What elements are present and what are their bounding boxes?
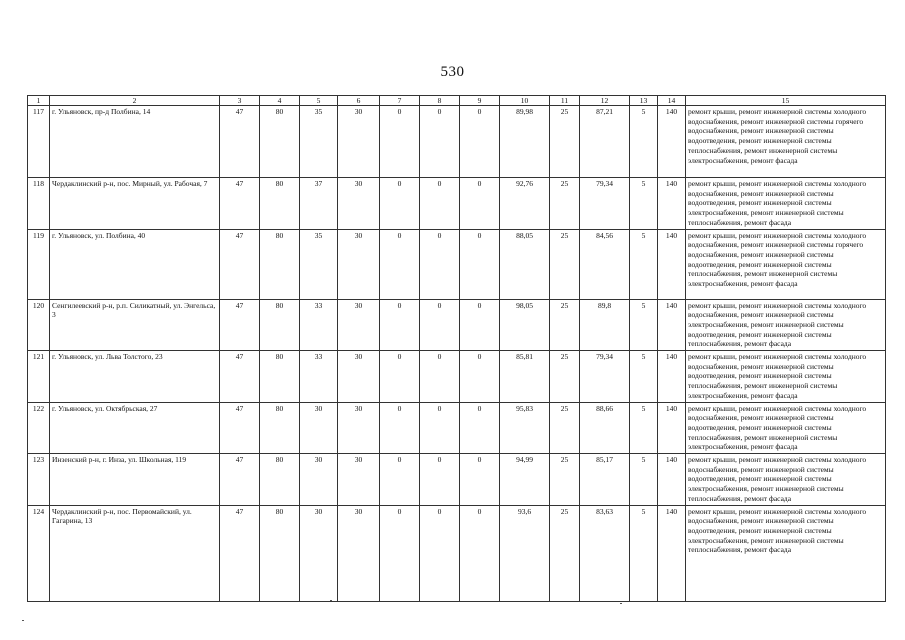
work-types: ремонт крыши, ремонт инженерной системы холодного водоснабжения, ремонт инженерной системы электроснабжения, ремонт инженерной системы водоотведения, ремонт инженерной системы теплоснабжения, ремонт фасада (686, 299, 886, 351)
cell-col9: 0 (460, 351, 500, 403)
cell-col5: 37 (300, 178, 338, 230)
cell-col9: 0 (460, 505, 500, 601)
cell-col13: 5 (630, 454, 658, 506)
table-row (28, 229, 886, 299)
cell-col7: 0 (380, 402, 420, 454)
cell-col11: 25 (550, 178, 580, 230)
cell-col8: 0 (420, 402, 460, 454)
cell-col4: 80 (260, 106, 300, 178)
row-index: 123 (28, 454, 50, 506)
cell-col4: 80 (260, 454, 300, 506)
cell-col11: 25 (550, 229, 580, 299)
cell-col7: 0 (380, 351, 420, 403)
column-header: 6 (338, 96, 380, 106)
cell-col11: 25 (550, 351, 580, 403)
column-header: 12 (580, 96, 630, 106)
cell-col7: 0 (380, 454, 420, 506)
column-header: 11 (550, 96, 580, 106)
cell-col14: 140 (658, 351, 686, 403)
row-index: 119 (28, 229, 50, 299)
column-header-row (28, 96, 886, 106)
cell-col9: 0 (460, 299, 500, 351)
cell-col8: 0 (420, 229, 460, 299)
cell-col6: 30 (338, 402, 380, 454)
cell-col6: 30 (338, 299, 380, 351)
cell-col8: 0 (420, 299, 460, 351)
cell-col3: 47 (220, 454, 260, 506)
column-header: 2 (50, 96, 220, 106)
cell-col9: 0 (460, 454, 500, 506)
row-index: 120 (28, 299, 50, 351)
cell-col12: 87,21 (580, 106, 630, 178)
cell-col5: 30 (300, 402, 338, 454)
cell-col6: 30 (338, 229, 380, 299)
work-types: ремонт крыши, ремонт инженерной системы холодного водоснабжения, ремонт инженерной системы водоотведения, ремонт инженерной системы теплоснабжения, ремонт инженерной системы электроснабжения, ремонт фасада (686, 351, 886, 403)
cell-col10: 94,99 (500, 454, 550, 506)
table-row (28, 351, 886, 403)
cell-col12: 84,56 (580, 229, 630, 299)
address: г. Ульяновск, ул. Льва Толстого, 23 (50, 351, 220, 403)
cell-col12: 79,34 (580, 178, 630, 230)
cell-col13: 5 (630, 351, 658, 403)
work-types: ремонт крыши, ремонт инженерной системы холодного водоснабжения, ремонт инженерной системы водоотведения, ремонт инженерной системы электроснабжения, ремонт инженерной системы теплоснабжения, ремонт фасада (686, 178, 886, 230)
cell-col14: 140 (658, 229, 686, 299)
cell-col8: 0 (420, 454, 460, 506)
cell-col10: 88,05 (500, 229, 550, 299)
scan-speck (620, 603, 622, 604)
cell-col14: 140 (658, 454, 686, 506)
row-index: 121 (28, 351, 50, 403)
cell-col11: 25 (550, 299, 580, 351)
row-index: 118 (28, 178, 50, 230)
cell-col13: 5 (630, 229, 658, 299)
cell-col4: 80 (260, 505, 300, 601)
cell-col11: 25 (550, 505, 580, 601)
table-row (28, 299, 886, 351)
cell-col4: 80 (260, 299, 300, 351)
cell-col10: 93,6 (500, 505, 550, 601)
table-row (28, 505, 886, 601)
cell-col14: 140 (658, 299, 686, 351)
cell-col5: 33 (300, 351, 338, 403)
cell-col13: 5 (630, 178, 658, 230)
cell-col5: 30 (300, 505, 338, 601)
cell-col4: 80 (260, 402, 300, 454)
cell-col13: 5 (630, 299, 658, 351)
cell-col6: 30 (338, 454, 380, 506)
work-types: ремонт крыши, ремонт инженерной системы холодного водоснабжения, ремонт инженерной системы водоотведения, ремонт инженерной системы теплоснабжения, ремонт инженерной системы электроснабжения, ремонт фасада (686, 402, 886, 454)
cell-col3: 47 (220, 229, 260, 299)
scan-speck (22, 620, 24, 621)
cell-col13: 5 (630, 402, 658, 454)
cell-col5: 30 (300, 454, 338, 506)
cell-col11: 25 (550, 402, 580, 454)
cell-col3: 47 (220, 505, 260, 601)
column-header: 8 (420, 96, 460, 106)
cell-col12: 83,63 (580, 505, 630, 601)
address: Сенгилеевский р-н, р.п. Силикатный, ул. Энгельса, 3 (50, 299, 220, 351)
column-header: 9 (460, 96, 500, 106)
cell-col10: 95,83 (500, 402, 550, 454)
repair-program-table (27, 95, 886, 602)
cell-col10: 92,76 (500, 178, 550, 230)
cell-col3: 47 (220, 299, 260, 351)
column-header: 5 (300, 96, 338, 106)
work-types: ремонт крыши, ремонт инженерной системы холодного водоснабжения, ремонт инженерной системы горячего водоснабжения, ремонт инженерной системы водоотведения, ремонт инженерной системы теплоснабжения, ремонт инженерной системы электроснабжения, ремонт фасада (686, 229, 886, 299)
cell-col14: 140 (658, 106, 686, 178)
cell-col8: 0 (420, 351, 460, 403)
cell-col9: 0 (460, 178, 500, 230)
cell-col3: 47 (220, 106, 260, 178)
column-header: 1 (28, 96, 50, 106)
work-types: ремонт крыши, ремонт инженерной системы холодного водоснабжения, ремонт инженерной системы горячего водоснабжения, ремонт инженерной системы водоотведения, ремонт инженерной системы теплоснабжения, ремонт инженерной системы электроснабжения, ремонт фасада (686, 106, 886, 178)
table-row (28, 178, 886, 230)
work-types: ремонт крыши, ремонт инженерной системы холодного водоснабжения, ремонт инженерной системы водоотведения, ремонт инженерной системы электроснабжения, ремонт инженерной системы теплоснабжения, ремонт фасада (686, 454, 886, 506)
cell-col8: 0 (420, 178, 460, 230)
table-row (28, 402, 886, 454)
column-header: 15 (686, 96, 886, 106)
cell-col3: 47 (220, 402, 260, 454)
cell-col12: 85,17 (580, 454, 630, 506)
table-row (28, 454, 886, 506)
column-header: 4 (260, 96, 300, 106)
cell-col6: 30 (338, 106, 380, 178)
column-header: 10 (500, 96, 550, 106)
row-index: 117 (28, 106, 50, 178)
address: Чердаклинский р-н, пос. Мирный, ул. Рабочая, 7 (50, 178, 220, 230)
cell-col14: 140 (658, 505, 686, 601)
cell-col14: 140 (658, 178, 686, 230)
cell-col6: 30 (338, 178, 380, 230)
cell-col12: 79,34 (580, 351, 630, 403)
cell-col5: 33 (300, 299, 338, 351)
cell-col7: 0 (380, 178, 420, 230)
cell-col5: 35 (300, 106, 338, 178)
cell-col3: 47 (220, 178, 260, 230)
column-header: 3 (220, 96, 260, 106)
cell-col7: 0 (380, 229, 420, 299)
address: г. Ульяновск, ул. Октябрьская, 27 (50, 402, 220, 454)
cell-col8: 0 (420, 505, 460, 601)
address: г. Ульяновск, пр-д Полбина, 14 (50, 106, 220, 178)
cell-col5: 35 (300, 229, 338, 299)
cell-col11: 25 (550, 106, 580, 178)
address: Чердаклинский р-н, пос. Первомайский, ул. Гагарина, 13 (50, 505, 220, 601)
cell-col9: 0 (460, 229, 500, 299)
row-index: 122 (28, 402, 50, 454)
cell-col12: 88,66 (580, 402, 630, 454)
cell-col9: 0 (460, 106, 500, 178)
cell-col11: 25 (550, 454, 580, 506)
cell-col7: 0 (380, 106, 420, 178)
row-index: 124 (28, 505, 50, 601)
cell-col9: 0 (460, 402, 500, 454)
column-header: 14 (658, 96, 686, 106)
cell-col3: 47 (220, 351, 260, 403)
cell-col10: 98,05 (500, 299, 550, 351)
cell-col7: 0 (380, 505, 420, 601)
cell-col4: 80 (260, 229, 300, 299)
cell-col6: 30 (338, 505, 380, 601)
page-number: 530 (440, 64, 465, 80)
column-header: 13 (630, 96, 658, 106)
column-header: 7 (380, 96, 420, 106)
cell-col13: 5 (630, 106, 658, 178)
cell-col10: 89,98 (500, 106, 550, 178)
address: г. Ульяновск, ул. Полбина, 40 (50, 229, 220, 299)
address: Инзенский р-н, г. Инза, ул. Школьная, 119 (50, 454, 220, 506)
work-types: ремонт крыши, ремонт инженерной системы холодного водоснабжения, ремонт инженерной системы водоотведения, ремонт инженерной системы электроснабжения, ремонт инженерной системы теплоснабжения, ремонт фасада (686, 505, 886, 601)
cell-col4: 80 (260, 178, 300, 230)
cell-col7: 0 (380, 299, 420, 351)
cell-col12: 89,8 (580, 299, 630, 351)
cell-col6: 30 (338, 351, 380, 403)
cell-col10: 85,81 (500, 351, 550, 403)
table-row (28, 106, 886, 178)
cell-col14: 140 (658, 402, 686, 454)
cell-col13: 5 (630, 505, 658, 601)
scan-speck (330, 600, 332, 601)
cell-col8: 0 (420, 106, 460, 178)
cell-col4: 80 (260, 351, 300, 403)
